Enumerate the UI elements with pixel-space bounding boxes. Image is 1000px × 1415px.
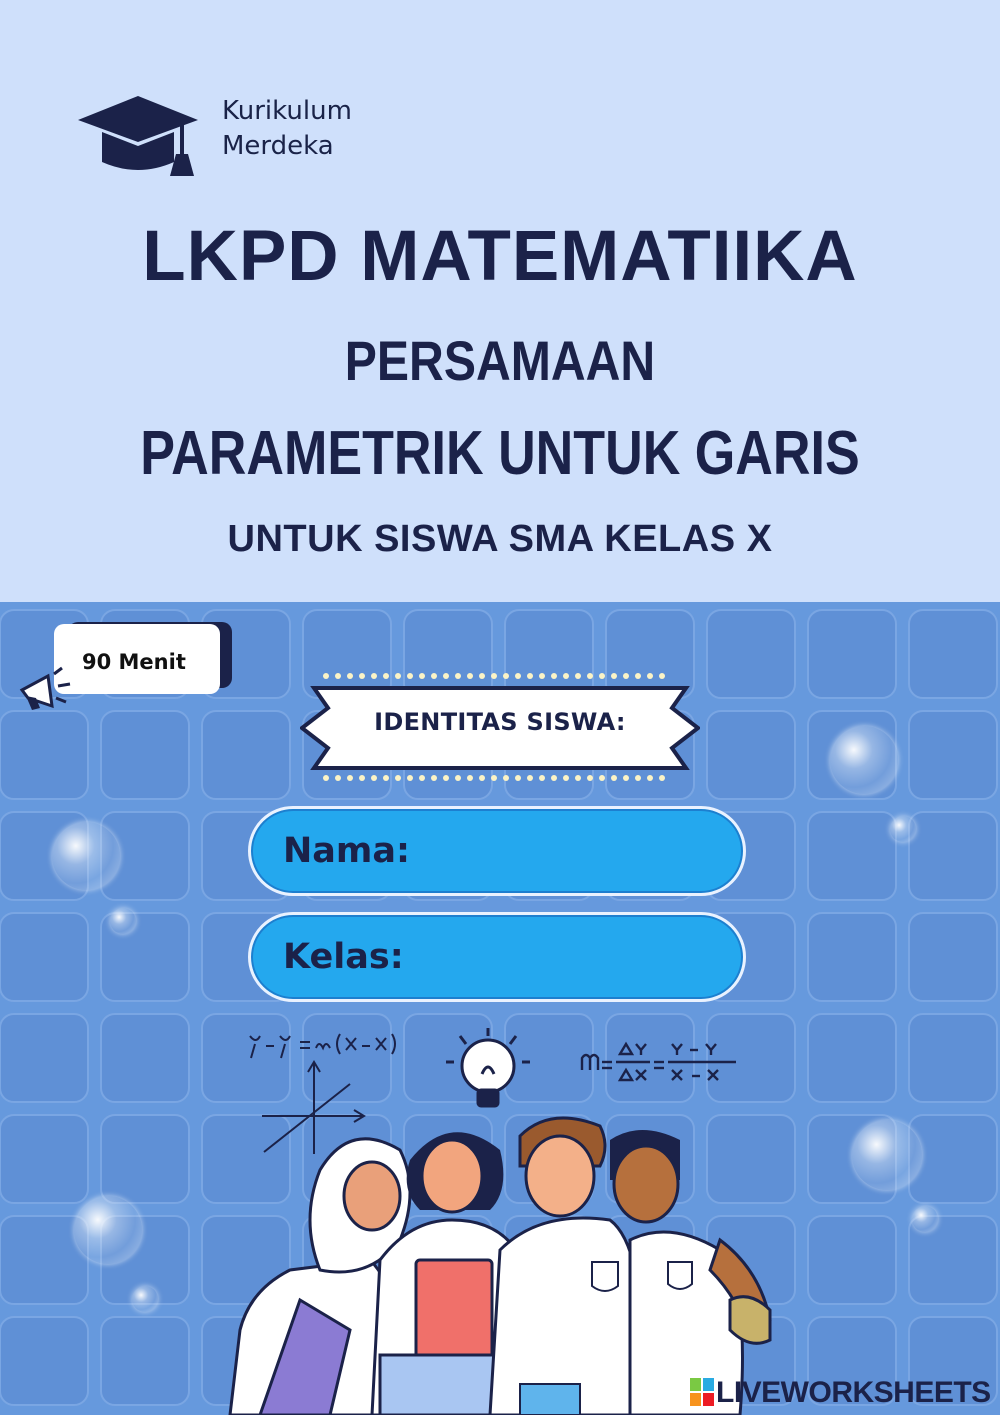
subtitle-line-2: PARAMETRIK UNTUK GARIS (140, 419, 860, 488)
name-field[interactable] (248, 806, 746, 896)
audience-label: UNTUK SISWA SMA KELAS X (227, 518, 773, 560)
graduation-cap-icon (78, 96, 200, 178)
megaphone-icon (18, 666, 78, 712)
name-field-label: Nama: (283, 831, 410, 871)
brand-line-2: Merdeka (222, 131, 334, 161)
brand-line-1: Kurikulum (222, 96, 352, 126)
subtitle-line-1: PERSAMAAN (344, 329, 656, 392)
student-boy-right (610, 1130, 770, 1415)
header (0, 0, 1000, 602)
liveworksheets-watermark (690, 1376, 990, 1410)
liveworksheets-logo-icon (690, 1378, 714, 1406)
bubble-decoration (110, 908, 136, 934)
duration-text: 90 Menit (82, 650, 186, 674)
duration-tag (18, 622, 218, 712)
page-title: LKPD MATEMATIIKA (142, 217, 858, 296)
class-field-label: Kelas: (283, 937, 404, 977)
identity-heading: IDENTITAS SISWA: (374, 708, 626, 736)
bubble-decoration (830, 726, 898, 794)
slope-formula-doodle (582, 1044, 736, 1080)
brand (78, 92, 398, 182)
watermark-text: LIVEWORKSHEETS (716, 1376, 991, 1409)
bubble-decoration (52, 822, 120, 890)
class-field[interactable] (248, 912, 746, 1002)
brand-name (222, 94, 352, 164)
duration-label (54, 624, 220, 694)
bubble-decoration (890, 816, 916, 842)
students-illustration (0, 1020, 1000, 1415)
line-equation-doodle (250, 1034, 395, 1154)
lightbulb-icon (446, 1028, 530, 1106)
